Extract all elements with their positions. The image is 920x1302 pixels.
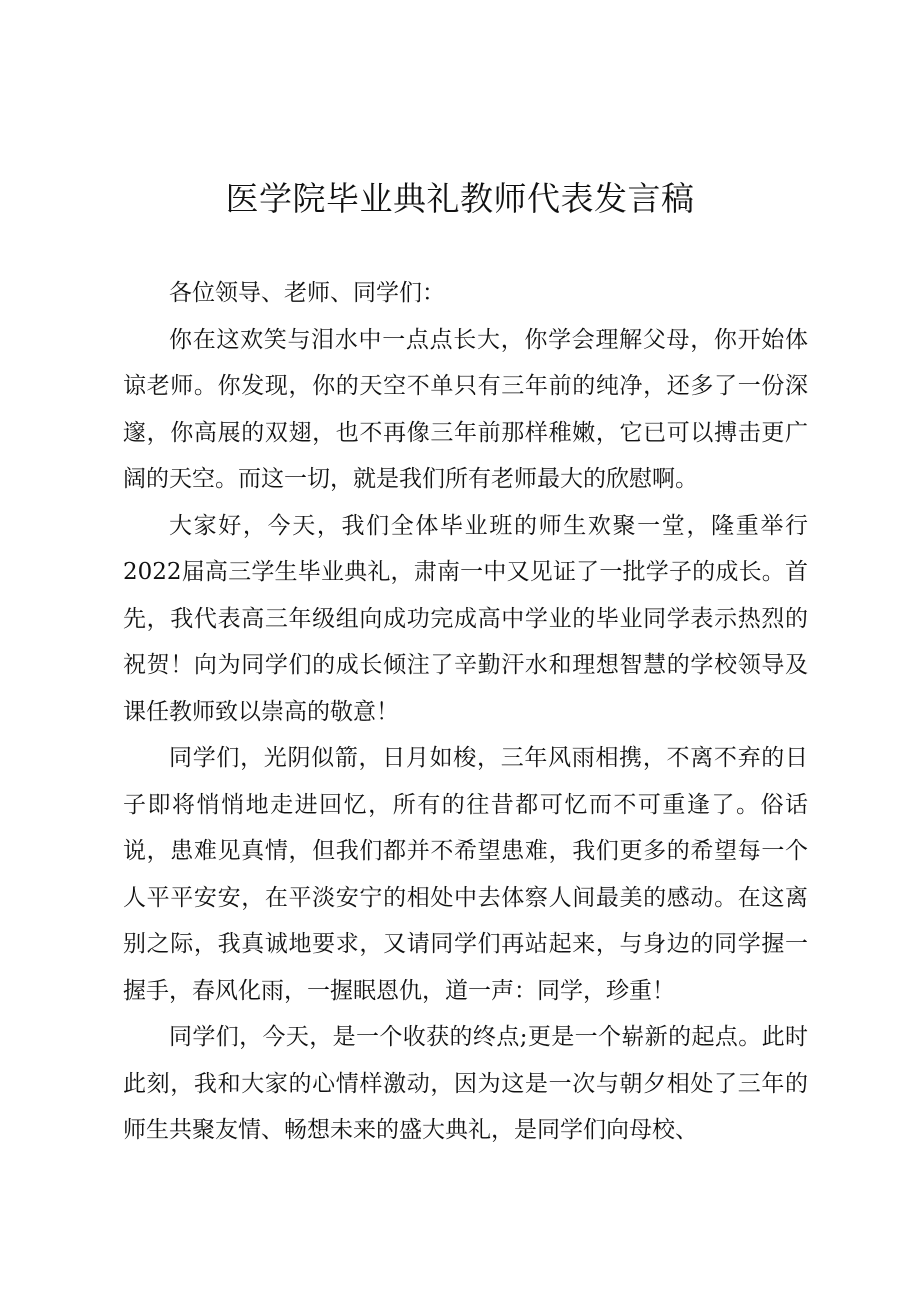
paragraph-greeting: 各位领导、老师、同学们： xyxy=(169,280,445,306)
document-body xyxy=(123,270,808,1154)
paragraph-3: 同学们，光阴似箭，日月如梭，三年风雨相携，不离不弃的日子即将悄悄地走进回忆，所有的往昔都可忆而不可重逢了。俗话说，患难见真情，但我们都并不希望患难，我们更多的希望每一个人平平安安，在平淡安宁的相处中去体察人间最美的感动。在这离别之际，我真诚地要求，又请同学们再站起来，与身边的同学握一握手，春风化雨，一握眠恩仇，道一声：同学，珍重！ xyxy=(123,745,808,1004)
paragraph-2: 大家好，今天，我们全体毕业班的师生欢聚一堂，隆重举行2022届高三学生毕业典礼，肃南一中又见证了一批学子的成长。首先，我代表高三年级组向成功完成高中学业的毕业同学表示热烈的祝贺！向为同学们的成长倾注了辛勤汗水和理想智慧的学校领导及课任教师致以崇高的敬意！ xyxy=(123,512,808,725)
document-title: 医学院毕业典礼教师代表发言稿 xyxy=(225,179,695,218)
paragraph-1: 你在这欢笑与泪水中一点点长大，你学会理解父母，你开始体谅老师。你发现，你的天空不单只有三年前的纯净，还多了一份深邃，你高展的双翅，也不再像三年前那样稚嫩，它已可以搏击更广阔的天空。而这一切，就是我们所有老师最大的欣慰啊。 xyxy=(123,326,808,492)
paragraph-4: 同学们，今天，是一个收获的终点;更是一个崭新的起点。此时此刻，我和大家的心情样激动，因为这是一次与朝夕相处了三年的师生共聚友情、畅想未来的盛大典礼，是同学们向母校、 xyxy=(123,1024,808,1143)
